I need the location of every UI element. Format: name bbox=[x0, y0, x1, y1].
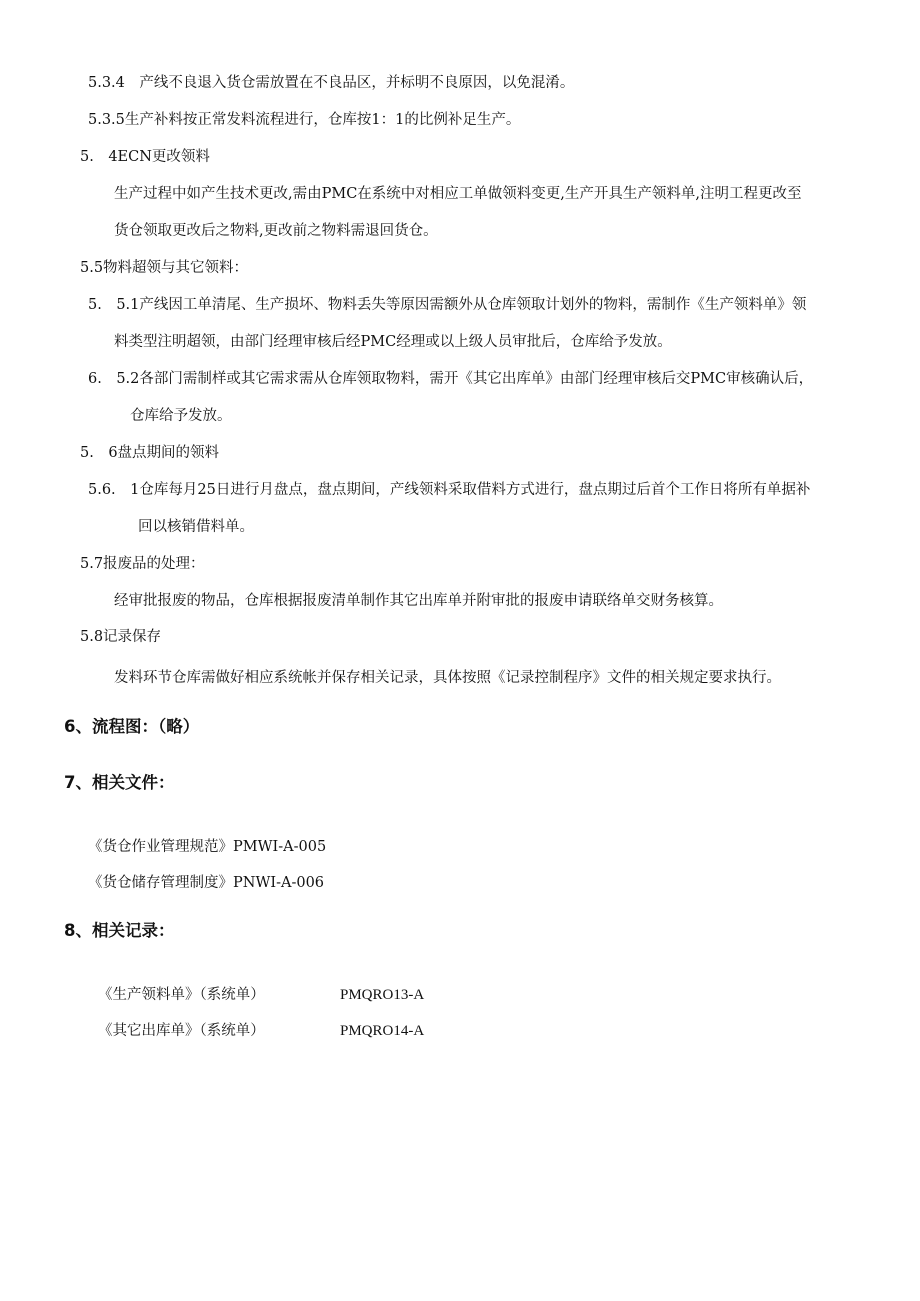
clause-5-5-2-line-1: 6. 5.2各部门需制样或其它需求需从仓库领取物料，需开《其它出库单》由部门经理审核后交PMC审核确认后， bbox=[88, 371, 814, 387]
paragraph-5-8: 发料环节仓库需做好相应系统帐并保存相关记录，具体按照《记录控制程序》文件的相关规定要求执行。 bbox=[114, 670, 781, 686]
heading-5-4: 5. 4ECN更改领料 bbox=[80, 149, 210, 165]
paragraph-5-7: 经审批报废的物品，仓库根据报废清单制作其它出库单并附审批的报废申请联络单交财务核算。 bbox=[114, 593, 723, 609]
related-document-item: 《货仓作业管理规范》PMWI-A-005 bbox=[88, 839, 327, 855]
clause-5-5-2-line-2: 仓库给予发放。 bbox=[130, 408, 232, 424]
clause-5-5-1-line-2: 料类型注明超领，由部门经理审核后经PMC经理或以上级人员审批后，仓库给予发放。 bbox=[114, 334, 672, 350]
heading-8-related-records: 8、相关记录： bbox=[64, 921, 175, 940]
clause-5-6-1-line-1: 5.6. 1仓库每月25日进行月盘点，盘点期间，产线领料采取借料方式进行，盘点期过后首个工作日将所有单据补 bbox=[88, 482, 811, 498]
heading-5-6: 5. 6盘点期间的领料 bbox=[80, 445, 220, 461]
heading-5-8: 5.8记录保存 bbox=[80, 629, 162, 645]
paragraph-5-4-line-1: 生产过程中如产生技术更改,需由PMC在系统中对相应工单做领料变更,生产开具生产领料单,注明工程更改至 bbox=[114, 186, 802, 202]
heading-5-5: 5.5物料超领与其它领料： bbox=[80, 260, 249, 276]
record-code: PMQRO14-A bbox=[340, 1023, 425, 1039]
clause-5-6-1-line-2: 回以核销借料单。 bbox=[138, 519, 254, 535]
record-code: PMQRO13-A bbox=[340, 987, 425, 1003]
heading-7-related-documents: 7、相关文件： bbox=[64, 773, 175, 792]
paragraph-5-4-line-2: 货仓领取更改后之物料,更改前之物料需退回货仓。 bbox=[114, 223, 438, 239]
clause-5-3-4: 5.3.4 产线不良退入货仓需放置在不良品区，并标明不良原因，以免混淆。 bbox=[88, 75, 575, 91]
record-name: 《其它出库单》（系统单） bbox=[98, 1023, 265, 1039]
clause-5-3-5: 5.3.5生产补料按正常发料流程进行，仓库按1：1的比例补足生产。 bbox=[88, 112, 521, 128]
record-name: 《生产领料单》（系统单） bbox=[98, 987, 265, 1003]
related-document-item: 《货仓储存管理制度》PNWI-A-006 bbox=[88, 875, 325, 891]
heading-5-7: 5.7报废品的处理： bbox=[80, 556, 205, 572]
heading-6-flowchart: 6、流程图：（略） bbox=[64, 717, 200, 736]
clause-5-5-1-line-1: 5. 5.1产线因工单清尾、生产损坏、物料丢失等原因需额外从仓库领取计划外的物料，需制作《生产领料单》领 bbox=[88, 297, 807, 313]
